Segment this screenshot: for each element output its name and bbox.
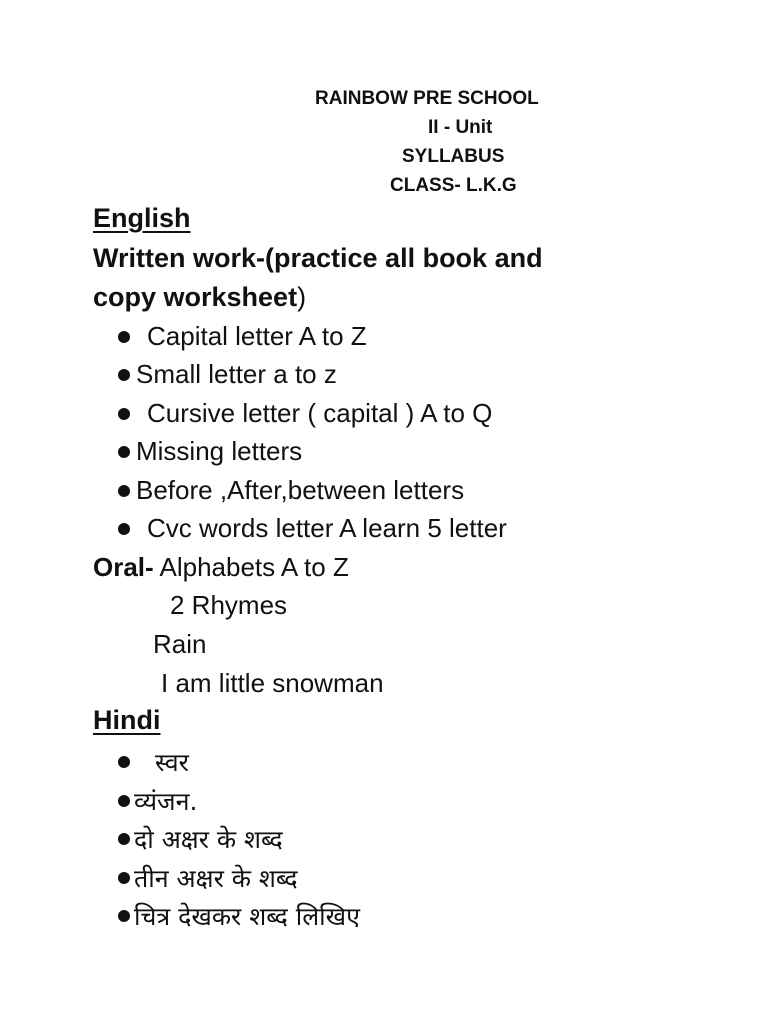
bullet-icon [118,408,130,420]
bullet-icon [118,369,130,381]
written-work-line-1: Written work-(practice all book and [93,243,543,273]
english-item-3 [118,398,492,429]
oral-line [93,552,349,583]
english-item-6 [118,513,507,544]
bullet-icon [118,910,130,922]
syllabus-title: SYLLABUS [402,146,505,167]
hindi-item-2 [118,784,197,818]
english-item-6-text: Cvc words letter A learn 5 letter [147,513,507,543]
english-heading: English [93,203,191,233]
bullet-icon [118,523,130,535]
hindi-item-1 [118,745,189,779]
english-item-5-text: Before ,After,between letters [136,475,465,505]
class-label: CLASS- L.K.G [390,175,517,196]
english-item-5 [118,475,464,506]
hindi-item-2-text: व्यंजन. [134,787,198,816]
hindi-item-5-text: चित्र देखकर शब्द लिखिए [134,902,360,931]
bullet-icon [118,485,130,497]
rhyme-2: I am little snowman [161,668,384,698]
english-item-2 [118,359,337,390]
written-work-close-paren: ) [297,282,307,312]
written-work-line-2-text: copy worksheet [93,282,298,312]
rhymes-heading: 2 Rhymes [170,590,288,620]
english-item-2-text: Small letter a to z [136,359,337,389]
english-item-1 [118,321,367,352]
hindi-item-4 [118,861,298,895]
oral-text: Alphabets A to Z [159,552,349,582]
hindi-item-5 [118,899,360,933]
bullet-icon [118,795,130,807]
english-item-3-text: Cursive letter ( capital ) A to Q [147,398,493,428]
hindi-heading: Hindi [93,705,161,735]
written-work-line-2 [93,278,543,317]
bullet-icon [118,872,130,884]
oral-label: Oral- [93,552,154,582]
hindi-item-4-text: तीन अक्षर के शब्द [134,864,298,893]
english-item-1-text: Capital letter A to Z [147,321,367,351]
written-work-heading [93,239,543,317]
bullet-icon [118,331,130,343]
bullet-icon [118,446,130,458]
hindi-item-3 [118,822,283,856]
rhyme-1: Rain [153,629,207,659]
bullet-icon [118,833,130,845]
english-item-4-text: Missing letters [136,436,303,466]
hindi-item-1-text: स्वर [155,748,189,777]
bullet-icon [118,756,130,768]
school-name: RAINBOW PRE SCHOOL [315,88,539,109]
english-item-4 [118,436,302,467]
unit-label: II - Unit [428,117,493,138]
hindi-item-3-text: दो अक्षर के शब्द [134,825,283,854]
